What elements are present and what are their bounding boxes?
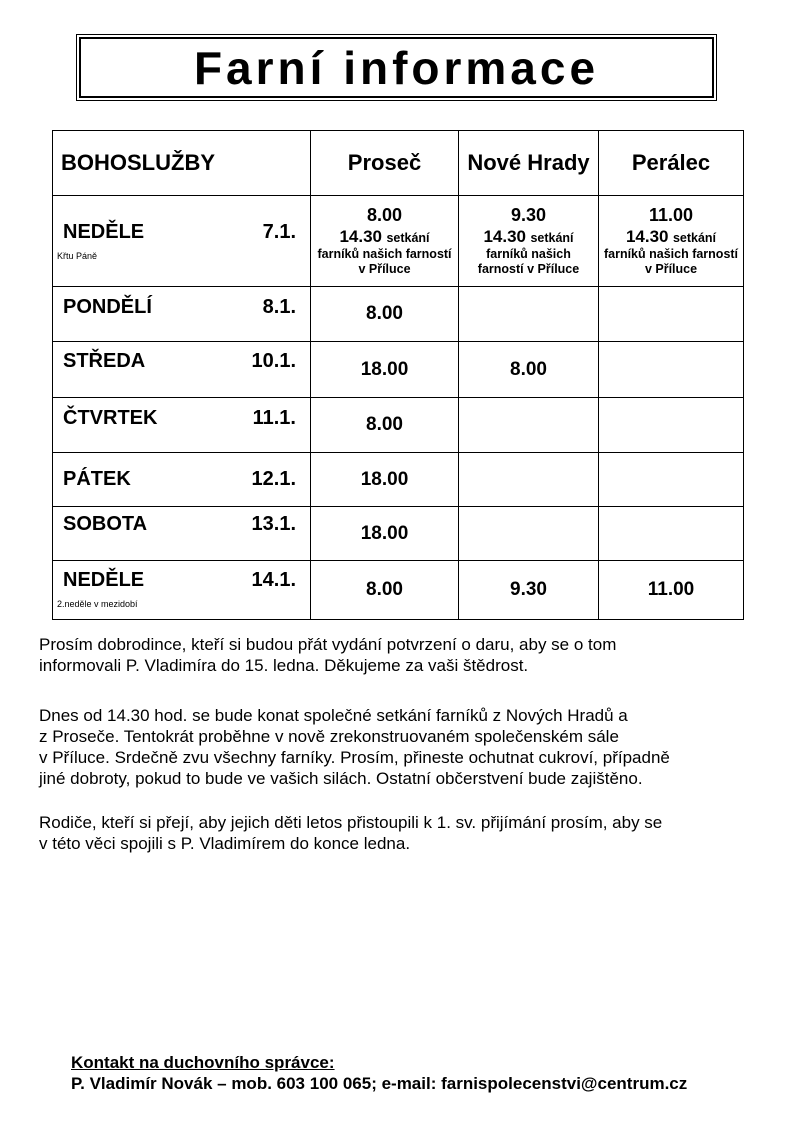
meeting-text: farností v Příluce xyxy=(477,261,580,276)
mass-time xyxy=(459,507,599,561)
day-note: Křtu Páně xyxy=(57,251,98,261)
day-name: ČTVRTEK xyxy=(63,407,158,429)
mass-time xyxy=(599,287,744,342)
paragraph-line: Dnes od 14.30 hod. se bude konat společné setkání farníků z Nových Hradů a xyxy=(39,706,628,725)
contact-block xyxy=(71,1052,687,1094)
mass-cell xyxy=(459,196,599,287)
day-cell xyxy=(53,196,311,287)
header-place: Nové Hrady xyxy=(459,131,599,196)
title-frame xyxy=(79,37,714,98)
header-place: Perálec xyxy=(599,131,744,196)
day-date: 13.1. xyxy=(251,513,296,535)
meeting-text: farníků našich farností xyxy=(603,246,739,261)
header-place: Proseč xyxy=(311,131,459,196)
meeting-time: 14.30 xyxy=(625,226,669,246)
paragraph-line: Prosím dobrodince, kteří si budou přát vydání potvrzení o daru, aby se o tom xyxy=(39,635,617,654)
table-row xyxy=(53,342,744,398)
day-name: PONDĚLÍ xyxy=(63,296,152,318)
table-row xyxy=(53,196,744,287)
day-date: 12.1. xyxy=(251,468,296,490)
title-box xyxy=(76,34,717,101)
mass-time: 9.30 xyxy=(510,205,547,225)
mass-time: 11.00 xyxy=(599,561,744,620)
mass-time: 18.00 xyxy=(311,342,459,398)
header-services: BOHOSLUŽBY xyxy=(53,131,311,196)
day-name: NEDĚLE xyxy=(63,221,145,243)
paragraph-communion xyxy=(39,812,739,854)
mass-time xyxy=(459,287,599,342)
day-name: SOBOTA xyxy=(63,513,148,535)
meeting-text: v Příluce xyxy=(644,261,698,276)
day-note: 2.neděle v mezidobí xyxy=(57,599,138,609)
mass-time xyxy=(459,398,599,453)
mass-time: 8.00 xyxy=(311,287,459,342)
meeting-word: setkání xyxy=(386,230,430,245)
day-cell xyxy=(53,287,311,342)
paragraph-line: informovali P. Vladimíra do 15. ledna. Děkujeme za vaši štědrost. xyxy=(39,656,529,675)
schedule-table xyxy=(52,130,744,620)
mass-time: 9.30 xyxy=(459,561,599,620)
paragraph-line: jiné dobroty, pokud to bude ve vašich silách. Ostatní občerstvení bude zajištěno. xyxy=(39,769,643,788)
day-date: 7.1. xyxy=(262,221,296,243)
table-header-row xyxy=(53,131,744,196)
table-row xyxy=(53,561,744,620)
paragraph-line: z Proseče. Tentokrát proběhne v nově zrekonstruovaném společenském sále xyxy=(39,727,619,746)
day-cell xyxy=(53,453,311,507)
mass-cell xyxy=(311,196,459,287)
table-row xyxy=(53,398,744,453)
paragraph-meeting xyxy=(39,705,739,789)
mass-time xyxy=(599,342,744,398)
mass-time: 11.00 xyxy=(648,205,694,225)
mass-time: 8.00 xyxy=(311,561,459,620)
day-name: NEDĚLE xyxy=(63,569,145,591)
table-row xyxy=(53,453,744,507)
mass-time xyxy=(599,453,744,507)
paragraph-line: v Příluce. Srdečně zvu všechny farníky. Prosím, přineste ochutnat cukroví, případně xyxy=(39,748,670,767)
meeting-time: 14.30 xyxy=(339,226,382,246)
table-row xyxy=(53,507,744,561)
table-row xyxy=(53,287,744,342)
paragraph-line: v této věci spojili s P. Vladimírem do konce ledna. xyxy=(39,834,411,853)
day-name: PÁTEK xyxy=(63,468,131,490)
day-date: 11.1. xyxy=(252,407,296,429)
contact-heading: Kontakt na duchovního správce: xyxy=(71,1053,335,1072)
meeting-text: v Příluce xyxy=(358,261,411,276)
contact-line: P. Vladimír Novák – mob. 603 100 065; e-mail: farnispolecenstvi@centrum.cz xyxy=(71,1074,688,1093)
day-cell xyxy=(53,398,311,453)
paragraph-donations xyxy=(39,634,739,676)
mass-cell xyxy=(599,196,744,287)
meeting-time: 14.30 xyxy=(483,226,526,246)
mass-time xyxy=(599,398,744,453)
meeting-word: setkání xyxy=(672,230,717,245)
day-date: 14.1. xyxy=(251,569,296,591)
day-cell xyxy=(53,342,311,398)
meeting-text: farníků našich farností xyxy=(317,246,452,261)
mass-time: 18.00 xyxy=(311,453,459,507)
mass-time xyxy=(599,507,744,561)
mass-time: 8.00 xyxy=(311,398,459,453)
mass-time: 8.00 xyxy=(366,205,403,225)
day-cell xyxy=(53,507,311,561)
meeting-word: setkání xyxy=(530,230,574,245)
paragraph-line: Rodiče, kteří si přejí, aby jejich děti letos přistoupili k 1. sv. přijímání prosím, aby se xyxy=(39,813,663,832)
day-date: 10.1. xyxy=(251,350,296,372)
mass-time: 18.00 xyxy=(311,507,459,561)
day-cell xyxy=(53,561,311,620)
page-title: Farní informace xyxy=(193,41,600,94)
mass-time xyxy=(459,453,599,507)
day-date: 8.1. xyxy=(262,296,296,318)
day-name: STŘEDA xyxy=(63,350,146,372)
mass-time: 8.00 xyxy=(459,342,599,398)
meeting-text: farníků našich xyxy=(486,246,571,261)
